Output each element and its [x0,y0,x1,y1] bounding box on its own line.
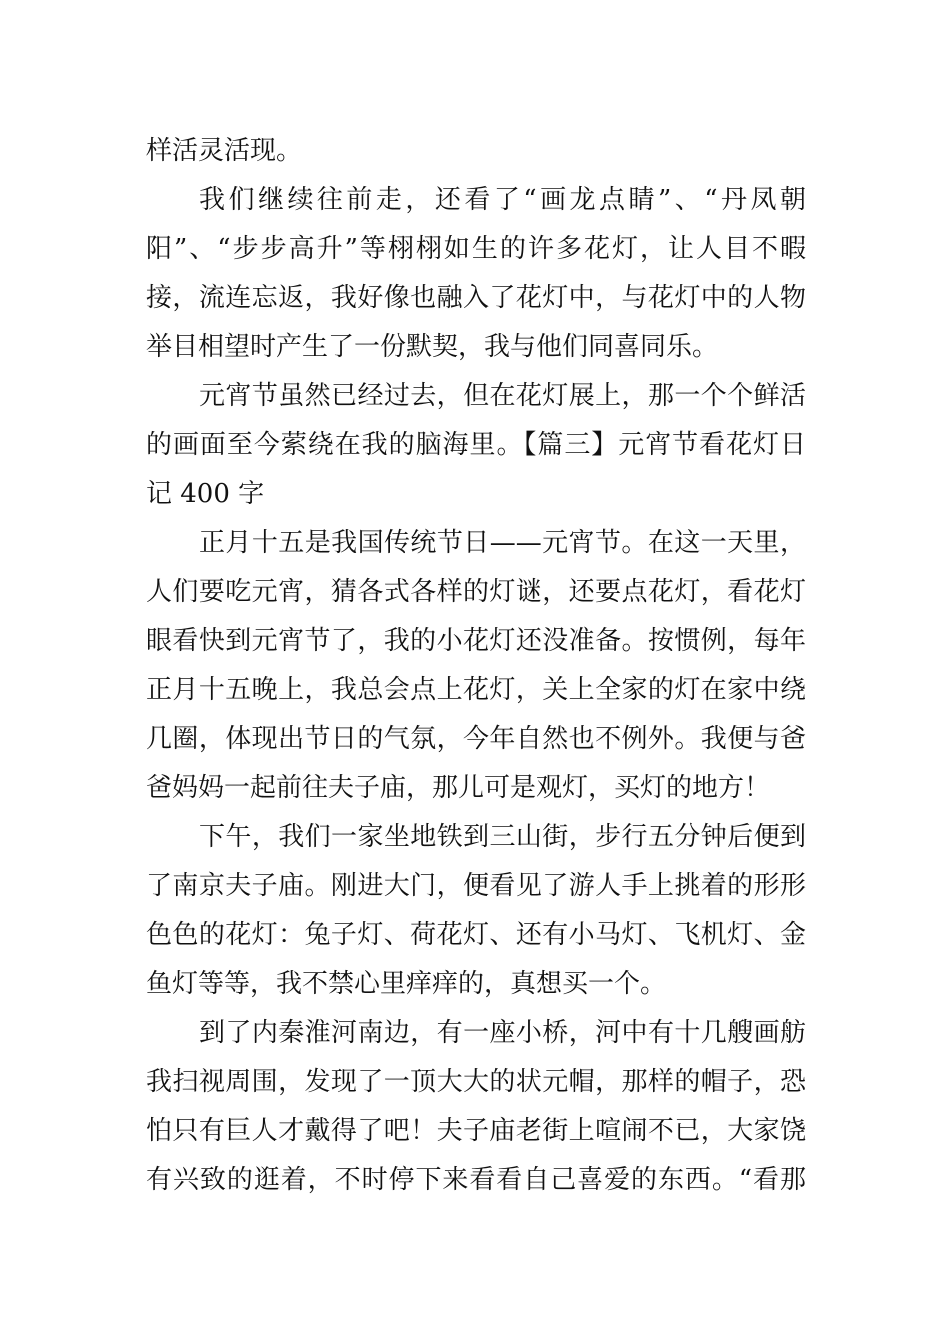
text-line: 下午，我们一家坐地铁到三山街，步行五分钟后便到 [199,822,806,852]
text-line: 我扫视周围，发现了一顶大大的状元帽，那样的帽子，恐 [146,1067,806,1097]
text-line: 正月十五是我国传统节日——元宵节。在这一天里， [199,528,806,558]
text-line: 爸妈妈一起前往夫子庙，那儿可是观灯，买灯的地方！ [146,773,771,803]
document-body [146,127,806,1205]
text-line: 举目相望时产生了一份默契，我与他们同喜同乐。 [146,332,719,362]
text-line: 有兴致的逛着，不时停下来看看自己喜爱的东西。“看那 [146,1165,806,1195]
text-line: 正月十五晚上，我总会点上花灯，关上全家的灯在家中绕 [146,675,806,705]
text-line: 人们要吃元宵，猜各式各样的灯谜，还要点花灯，看花灯 [146,577,806,607]
text-line: 几圈，体现出节日的气氛，今年自然也不例外。我便与爸 [146,724,806,754]
text-line: 怕只有巨人才戴得了吧！夫子庙老街上喧闹不已，大家饶 [146,1116,806,1146]
text-line: 阳”、“步步高升”等栩栩如生的许多花灯，让人目不暇 [146,234,806,264]
text-line: 鱼灯等等，我不禁心里痒痒的，真想买一个。 [146,969,667,999]
text-line: 眼看快到元宵节了，我的小花灯还没准备。按惯例，每年 [146,626,806,656]
text-line: 到了内秦淮河南边，有一座小桥，河中有十几艘画舫 [199,1018,806,1048]
text-line: 元宵节虽然已经过去，但在花灯展上，那一个个鲜活 [199,381,806,411]
text-line: 的画面至今萦绕在我的脑海里。【篇三】元宵节看花灯日 [146,430,806,460]
text-line: 了南京夫子庙。刚进大门，便看见了游人手上挑着的形形 [146,871,806,901]
text-line: 色色的花灯：兔子灯、荷花灯、还有小马灯、飞机灯、金 [146,920,806,950]
text-line: 记 400 字 [146,479,265,509]
text-line: 我们继续往前走，还看了“画龙点睛”、“丹凤朝 [199,185,806,215]
text-line: 接，流连忘返，我好像也融入了花灯中，与花灯中的人物 [146,283,806,313]
text-line: 样活灵活现。 [146,136,303,166]
